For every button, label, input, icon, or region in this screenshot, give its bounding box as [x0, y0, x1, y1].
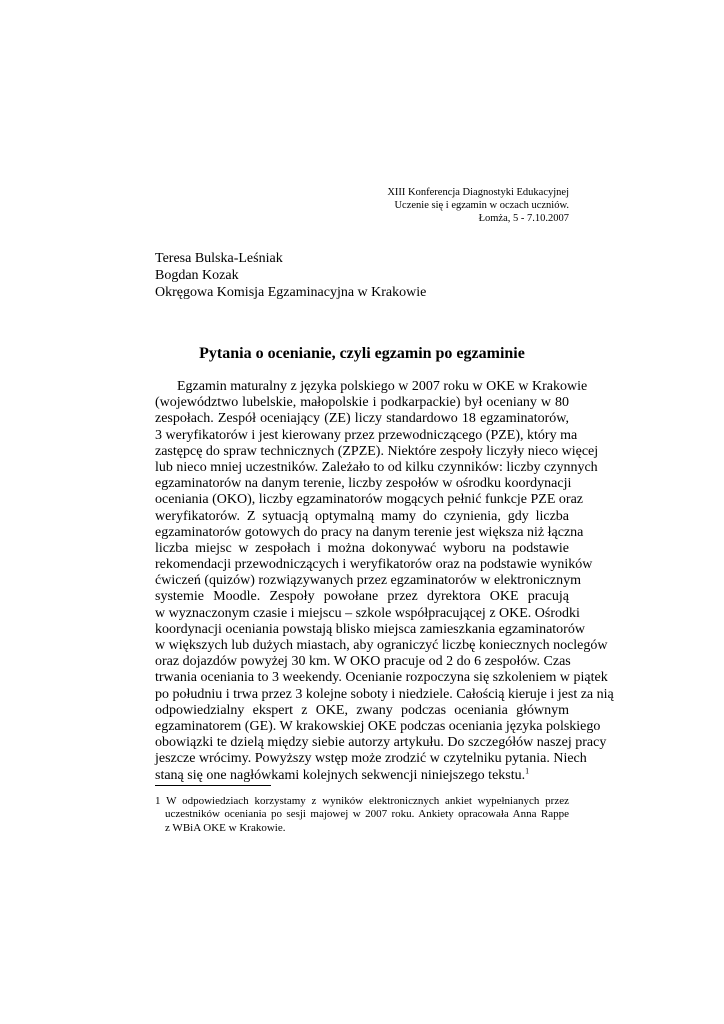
body-line-text: staną się one nagłówkami kolejnych sekwencji niniejszego tekstu.: [155, 767, 526, 783]
body-line: w większych lub dużych miastach, aby ograniczyć liczbę koniecznych noclegów: [155, 638, 608, 653]
footnote-text: W odpowiedziach korzystamy z wyników elektronicznych ankiet wypełnianych przez: [166, 795, 569, 807]
body-line: po południu i trwa przez 3 kolejne soboty i niedziele. Całością kieruje i jest za nią: [155, 686, 614, 702]
footnote-divider: [155, 785, 271, 786]
footnote: [155, 795, 569, 835]
body-line: oraz dojazdów powyżej 30 km. W OKO pracuje od 2 do 6 zespołów. Czas: [155, 654, 571, 670]
author-institution: Okręgowa Komisja Egzaminacyjna w Krakowie: [155, 285, 427, 300]
conference-name: XIII Konferencja Diagnostyki Edukacyjnej: [387, 187, 569, 198]
footnote-reference[interactable]: 1: [525, 765, 530, 775]
body-line: egzaminatorów na danym terenie, liczby zespołów w ośrodku koordynacji: [155, 476, 572, 492]
body-line: Egzamin maturalny z języka polskiego w 2007 roku w OKE w Krakowie: [177, 379, 588, 394]
conference-theme: Uczenie się i egzamin w oczach uczniów.: [394, 200, 569, 211]
body-line: w wyznaczonym czasie i miejscu – szkole współpracującej z OKE. Ośrodki: [155, 605, 580, 621]
body-line-last: [155, 765, 569, 784]
body-line: zespołach. Zespół oceniający (ZE) liczy standardowo 18 egzaminatorów,: [155, 411, 569, 427]
body-paragraph: [155, 379, 614, 784]
body-line: oceniania (OKO), liczby egzaminatorów mogących pełnić funkcje PZE oraz: [155, 492, 583, 508]
body-line: rekomendacji przewodniczących i weryfikatorów oraz na podstawie wyników: [155, 557, 593, 573]
body-line: ćwiczeń (quizów) rozwiązywanych przez egzaminatorów w elektronicznym: [155, 573, 582, 589]
footnote-line: [155, 795, 569, 808]
body-line: obowiązki te dzielą między siebie autorzy artykułu. Do szczegółów naszej pracy: [155, 735, 607, 751]
body-line: (województwo lubelskie, małopolskie i podkarpackie) był oceniany w 80: [155, 395, 569, 411]
footnote-number: 1: [155, 795, 161, 807]
body-line: liczba miejsc w zespołach i można dokonywać wyboru na podstawie: [155, 540, 569, 556]
body-line: trwania oceniania to 3 weekendy. Ocenianie rozpoczyna się szkoleniem w piątek: [155, 670, 608, 686]
author-name: Teresa Bulska-Leśniak: [155, 251, 283, 266]
body-line: 3 weryfikatorów i jest kierowany przez przewodniczącego (PZE), który ma: [155, 427, 578, 443]
article-title: Pytania o ocenianie, czyli egzamin po egzaminie: [199, 345, 525, 362]
author-name: Bogdan Kozak: [155, 268, 239, 283]
body-line: zastępcę do spraw technicznych (ZPZE). Niektóre zespoły liczyły nieco więcej: [155, 443, 599, 459]
author-block: [155, 250, 426, 301]
conference-header: [387, 186, 569, 225]
footnote-line: z WBiA OKE w Krakowie.: [165, 821, 286, 834]
body-line: jeszcze wrócimy. Powyższy wstęp może zrodzić w czytelniku pytania. Niech: [155, 751, 587, 767]
footnote-line: uczestników oceniania po sesji majowej w 2007 roku. Ankiety opracowała Anna Rappe: [165, 808, 569, 821]
body-line: systemie Moodle. Zespoły powołane przez dyrektora OKE pracują: [155, 589, 569, 605]
body-line: koordynacji oceniania powstają blisko miejsca zamieszkania egzaminatorów: [155, 621, 585, 637]
body-line: egzaminatorem (GE). W krakowskiej OKE podczas oceniania języka polskiego: [155, 718, 601, 734]
conference-place-date: Łomża, 5 - 7.10.2007: [478, 213, 569, 224]
body-line: lub nieco mniej uczestników. Zależało to od kilku czynników: liczby czynnych: [155, 459, 598, 475]
body-line: egzaminatorów gotowych do pracy na danym terenie jest większa niż łączna: [155, 524, 584, 540]
body-line: weryfikatorów. Z sytuacją optymalną mamy do czynienia, gdy liczba: [155, 508, 569, 524]
body-line: odpowiedzialny ekspert z OKE, zwany podczas oceniania głównym: [155, 702, 569, 718]
